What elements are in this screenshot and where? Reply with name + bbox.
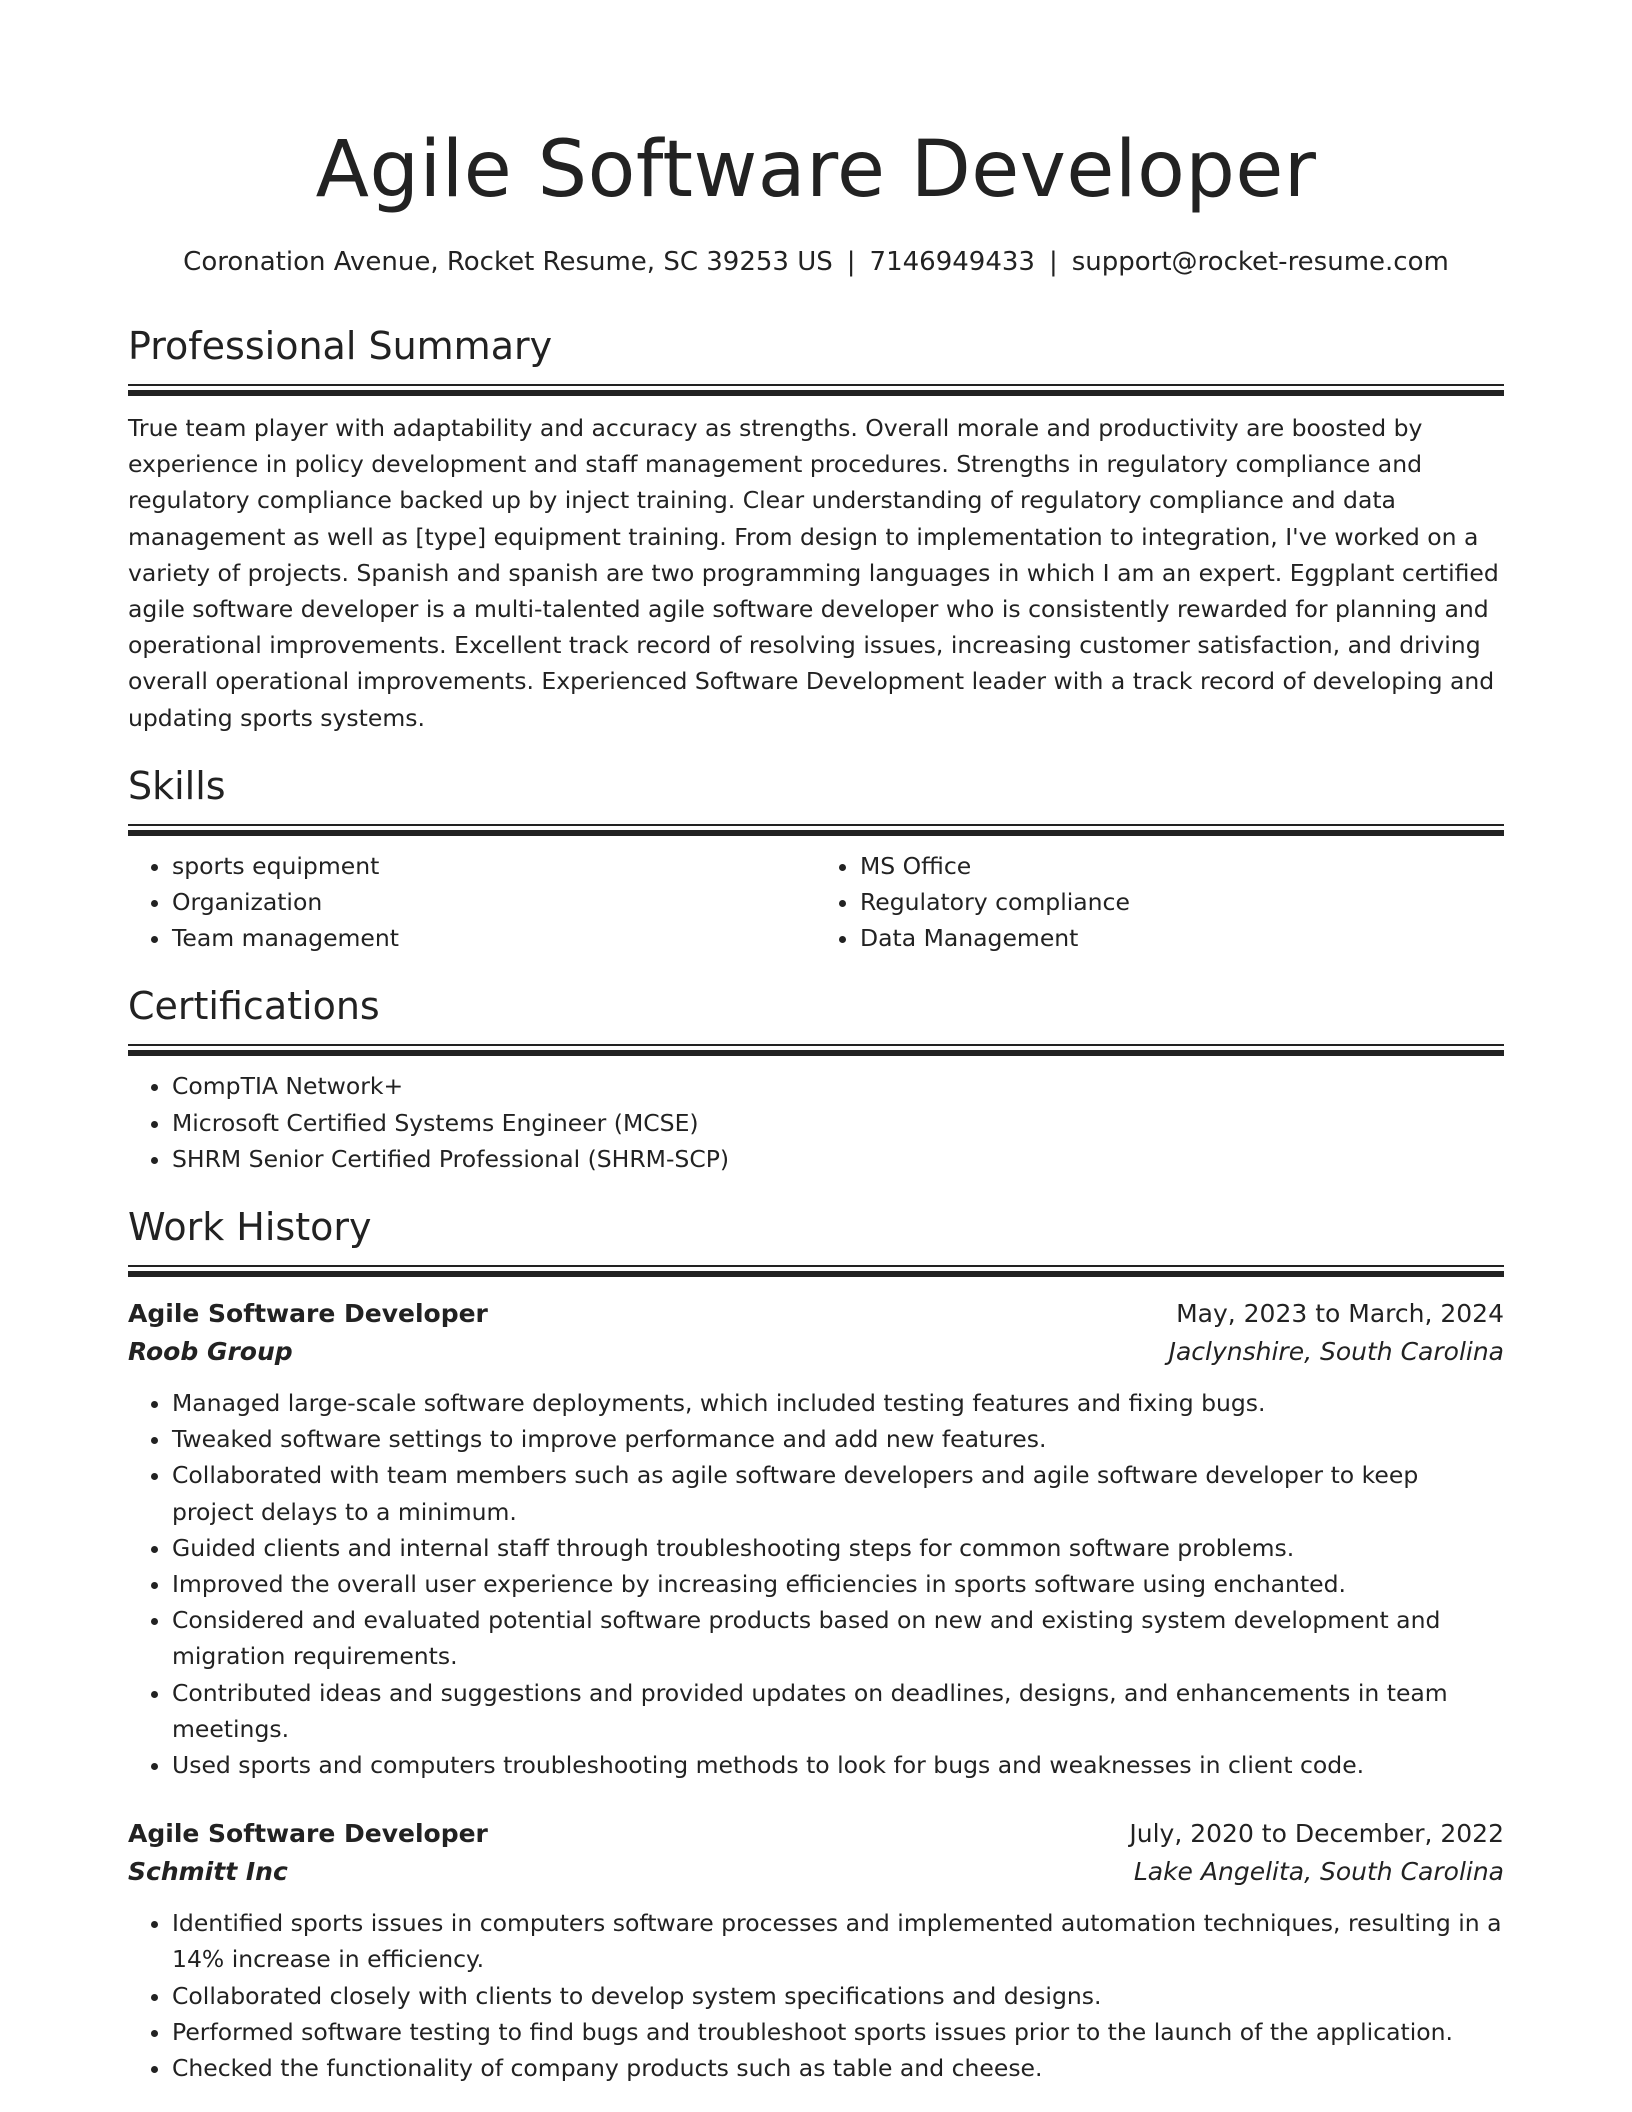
job-location: Jaclynshire, South Carolina — [1168, 1337, 1504, 1367]
job-title: Agile Software Developer — [128, 1299, 488, 1329]
contact-separator: | — [846, 247, 856, 277]
job-company: Schmitt Inc — [128, 1857, 288, 1887]
skill-item: • Team management — [172, 920, 816, 956]
job-title: Agile Software Developer — [128, 1819, 488, 1849]
job-bullet: • Guided clients and internal staff through troubleshooting steps for common software problems. — [172, 1530, 1504, 1566]
job-dates: July, 2020 to December, 2022 — [1129, 1819, 1504, 1849]
skill-item: • Regulatory compliance — [860, 884, 1504, 920]
job-bullet: • Considered and evaluated potential software products based on new and existing system development and migration requirements. — [172, 1602, 1504, 1674]
job-bullet: • Improved the overall user experience by increasing efficiencies in sports software using enchanted. — [172, 1566, 1504, 1602]
skills-section — [128, 762, 1504, 957]
job-bullet: • Collaborated with team members such as agile software developers and agile software developer to keep project delays to a minimum. — [172, 1457, 1504, 1529]
job-bullet: • Contributed ideas and suggestions and provided updates on deadlines, designs, and enhancements in team meetings. — [172, 1675, 1504, 1747]
section-title-skills: Skills — [128, 763, 226, 808]
job-entry — [128, 1815, 1504, 2086]
section-title-certifications: Certifications — [128, 984, 380, 1029]
job-header — [128, 1295, 1504, 1333]
section-divider — [128, 1044, 1504, 1056]
section-divider — [128, 824, 1504, 836]
certifications-list — [128, 1068, 1504, 1177]
skill-item: • sports equipment — [172, 848, 816, 884]
job-subheader — [128, 1333, 1504, 1371]
certification-item: • SHRM Senior Certified Professional (SHRM-SCP) — [172, 1141, 1504, 1177]
section-divider — [128, 1265, 1504, 1277]
job-entry — [128, 1295, 1504, 1783]
contact-email: support@rocket-resume.com — [1071, 247, 1449, 277]
contact-phone: 7146949433 — [869, 247, 1035, 277]
skills-columns — [128, 848, 1504, 957]
contact-address: Coronation Avenue, Rocket Resume, SC 39253 US — [183, 247, 833, 277]
job-bullet: • Managed large-scale software deployments, which included testing features and fixing bugs. — [172, 1385, 1504, 1421]
job-bullets — [128, 1385, 1504, 1783]
skill-item: • Data Management — [860, 920, 1504, 956]
job-header — [128, 1815, 1504, 1853]
certifications-section — [128, 982, 1504, 1177]
job-bullet: • Tweaked software settings to improve performance and add new features. — [172, 1421, 1504, 1457]
summary-section — [128, 322, 1504, 736]
section-title-work-history: Work History — [128, 1205, 372, 1250]
job-bullet: • Used sports and computers troubleshooting methods to look for bugs and weaknesses in client code. — [172, 1747, 1504, 1783]
skill-item: • MS Office — [860, 848, 1504, 884]
job-company: Roob Group — [128, 1337, 293, 1367]
job-subheader — [128, 1853, 1504, 1891]
job-bullets — [128, 1905, 1504, 2086]
skills-list-left — [128, 848, 816, 957]
skill-item: • Organization — [172, 884, 816, 920]
certification-item: • Microsoft Certified Systems Engineer (MCSE) — [172, 1105, 1504, 1141]
job-bullet: • Performed software testing to find bugs and troubleshoot sports issues prior to the launch of the application. — [172, 2014, 1504, 2050]
job-bullet: • Checked the functionality of company products such as table and cheese. — [172, 2050, 1504, 2086]
contact-separator: | — [1048, 247, 1058, 277]
job-bullet: • Collaborated closely with clients to develop system specifications and designs. — [172, 1978, 1504, 2014]
section-title-summary: Professional Summary — [128, 324, 553, 368]
certification-item: • CompTIA Network+ — [172, 1068, 1504, 1104]
job-location: Lake Angelita, South Carolina — [1133, 1857, 1504, 1887]
job-dates: May, 2023 to March, 2024 — [1176, 1299, 1504, 1329]
work-history-section — [128, 1203, 1504, 2086]
resume-name: Agile Software Developer — [315, 125, 1317, 215]
summary-text: True team player with adaptability and accuracy as strengths. Overall morale and productivity are boosted by experience in policy development and staff management procedures. Strengths in regulatory compliance and regulatory compliance backed up by inject training. Clear understanding of regulatory compliance and data management as well as [type] equipment training. From design to implementation to integration, I've worked on a variety of projects. Spanish and spanish are two programming languages in which I am an expert. Eggplant certified agile software developer is a multi-talented agile software developer who is consistently rewarded for planning and operational improvements. Excellent track record of resolving issues, increasing customer satisfaction, and driving overall operational improvements. Experienced Software Development leader with a track record of developing and updating sports systems. — [128, 414, 1499, 732]
skills-list-right — [816, 848, 1504, 957]
section-divider — [128, 384, 1504, 396]
contact-line — [128, 244, 1504, 280]
job-bullet: • Identified sports issues in computers software processes and implemented automation techniques, resulting in a 14% increase in efficiency. — [172, 1905, 1504, 1977]
